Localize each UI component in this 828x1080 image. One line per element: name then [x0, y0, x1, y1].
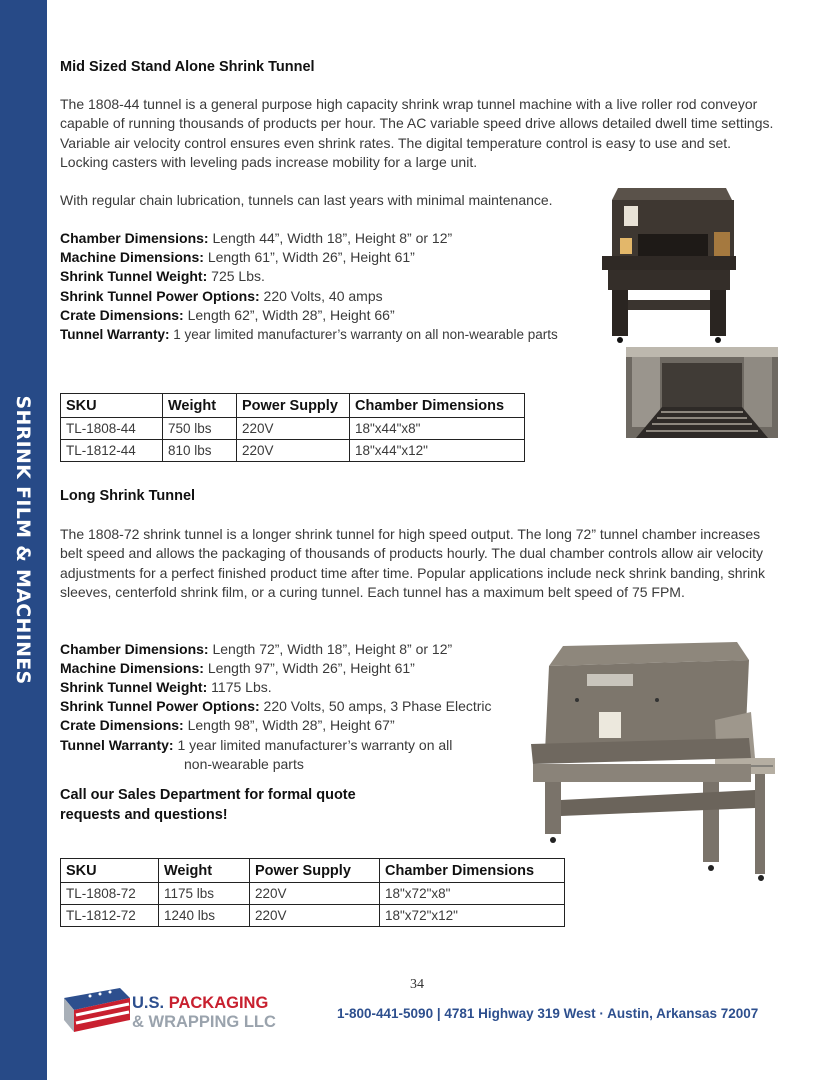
table-cell: 750 lbs [163, 418, 237, 440]
tunnel-chamber-interior-photo [626, 347, 778, 438]
spec-row [60, 229, 452, 248]
logo-text-packaging: PACKAGING [168, 994, 269, 1012]
flag-box-logo-icon [60, 984, 132, 1034]
spec-row [60, 697, 492, 716]
spec-label: Machine Dimensions: [60, 249, 204, 265]
spec-row [60, 659, 415, 678]
table-cell: 18"x44"x12" [350, 440, 525, 462]
spec-label: Shrink Tunnel Weight: [60, 679, 208, 695]
spec-label: Tunnel Warranty: [60, 737, 174, 753]
spec-label: Chamber Dimensions: [60, 641, 209, 657]
table-cell: 220V [237, 418, 350, 440]
footer-contact-info: 1-800-441-5090 | 4781 Highway 319 West · Austin, Arkansas 72007 [337, 1006, 759, 1021]
spec-row [60, 640, 452, 659]
table-cell: 220V [237, 440, 350, 462]
spec-value: Length 98”, Width 28”, Height 67” [187, 717, 395, 733]
spec-value: 1175 Lbs. [211, 679, 272, 695]
sku-table-mid-sized [60, 393, 525, 462]
spec-label: Shrink Tunnel Weight: [60, 268, 208, 284]
long-shrink-tunnel-photo [527, 640, 780, 885]
spec-value: Length 61”, Width 26”, Height 61” [207, 249, 415, 265]
table-cell: TL-1808-44 [61, 418, 163, 440]
spec-value-continued: non-wearable parts [184, 756, 304, 772]
table-cell: 1240 lbs [159, 905, 250, 927]
spec-label: Crate Dimensions: [60, 307, 184, 323]
sku-table-long [60, 858, 565, 927]
column-header-power-supply: Power Supply [237, 394, 350, 418]
spec-row [60, 287, 383, 306]
spec-row [60, 306, 395, 325]
table-cell: TL-1808-72 [61, 883, 159, 905]
column-header-chamber-dimensions: Chamber Dimensions [380, 859, 565, 883]
spec-row [60, 248, 415, 267]
spec-row [60, 267, 265, 286]
spec-label: Crate Dimensions: [60, 717, 184, 733]
spec-value: 725 Lbs. [211, 268, 265, 284]
logo-text-us: U.S. [132, 994, 165, 1012]
spec-value: 220 Volts, 50 amps, 3 Phase Electric [263, 698, 492, 714]
table-cell: 810 lbs [163, 440, 237, 462]
table-row [61, 418, 525, 440]
section2-paragraph-1: The 1808-72 shrink tunnel is a longer shrink tunnel for high speed output. The long 72” tunnel chamber increases belt speed and allows the packaging of thousands of products hourly. The dual chamber controls allow air velocity adjustments for a perfect finished product time after time. Popular applications include neck shrink banding, shrink sleeves, centerfold shrink film, or a curing tunnel. Each tunnel has a maximum belt speed of 75 FPM. [60, 526, 766, 600]
spec-value: Length 62”, Width 28”, Height 66” [187, 307, 395, 323]
table-cell: TL-1812-72 [61, 905, 159, 927]
column-header-power-supply: Power Supply [250, 859, 380, 883]
column-header-weight: Weight [163, 394, 237, 418]
logo-text-line-1 [132, 994, 268, 1013]
call-to-action-line-2: requests and questions! [60, 807, 228, 823]
page-number: 34 [410, 977, 424, 992]
table-cell: 18"x72"x8" [380, 883, 565, 905]
table-header-row [61, 859, 565, 883]
column-header-sku: SKU [61, 859, 159, 883]
section-title-long-shrink-tunnel: Long Shrink Tunnel [60, 488, 196, 504]
spec-label: Shrink Tunnel Power Options: [60, 698, 260, 714]
spec-row [60, 325, 558, 344]
section1-paragraph-1: The 1808-44 tunnel is a general purpose high capacity shrink wrap tunnel machine with a live roller rod conveyor capable of running thousands of products per hour. The AC variable speed drive allows detailed dwell time settings. Variable air velocity control ensures even shrink rates. The digital temperature control is easy to use and set. Locking casters with leveling pads increase mobility for a large unit. [60, 96, 774, 170]
column-header-chamber-dimensions: Chamber Dimensions [350, 394, 525, 418]
spec-row [60, 736, 452, 755]
company-logo [60, 984, 285, 1034]
spec-value: Length 44”, Width 18”, Height 8” or 12” [212, 230, 453, 246]
spec-label: Machine Dimensions: [60, 660, 204, 676]
spec-label: Shrink Tunnel Power Options: [60, 288, 260, 304]
table-cell: 220V [250, 883, 380, 905]
spec-value: 1 year limited manufacturer’s warranty on all non-wearable parts [173, 327, 558, 342]
spec-value: Length 97”, Width 26”, Height 61” [207, 660, 415, 676]
table-cell: 1175 lbs [159, 883, 250, 905]
column-header-sku: SKU [61, 394, 163, 418]
table-cell: 18"x72"x12" [380, 905, 565, 927]
sidebar [0, 0, 47, 1080]
column-header-weight: Weight [159, 859, 250, 883]
sidebar-label: SHRINK FILM & MACHINES [12, 395, 34, 685]
table-cell: 220V [250, 905, 380, 927]
logo-text-line-2: & WRAPPING LLC [132, 1013, 276, 1031]
spec-value: Length 72”, Width 18”, Height 8” or 12” [212, 641, 453, 657]
spec-row [60, 716, 395, 735]
table-row [61, 905, 565, 927]
table-cell: TL-1812-44 [61, 440, 163, 462]
table-row [61, 883, 565, 905]
spec-label: Chamber Dimensions: [60, 230, 209, 246]
call-to-action-line-1: Call our Sales Department for formal quote [60, 787, 356, 803]
table-cell: 18"x44"x8" [350, 418, 525, 440]
spec-label: Tunnel Warranty: [60, 327, 170, 342]
section1-paragraph-2: With regular chain lubrication, tunnels can last years with minimal maintenance. [60, 192, 553, 208]
spec-value: 220 Volts, 40 amps [263, 288, 383, 304]
table-header-row [61, 394, 525, 418]
mid-sized-tunnel-photo [598, 182, 740, 344]
spec-row [60, 678, 272, 697]
table-row [61, 440, 525, 462]
section-title-mid-sized: Mid Sized Stand Alone Shrink Tunnel [60, 59, 315, 75]
spec-value: 1 year limited manufacturer’s warranty on all [177, 737, 453, 753]
